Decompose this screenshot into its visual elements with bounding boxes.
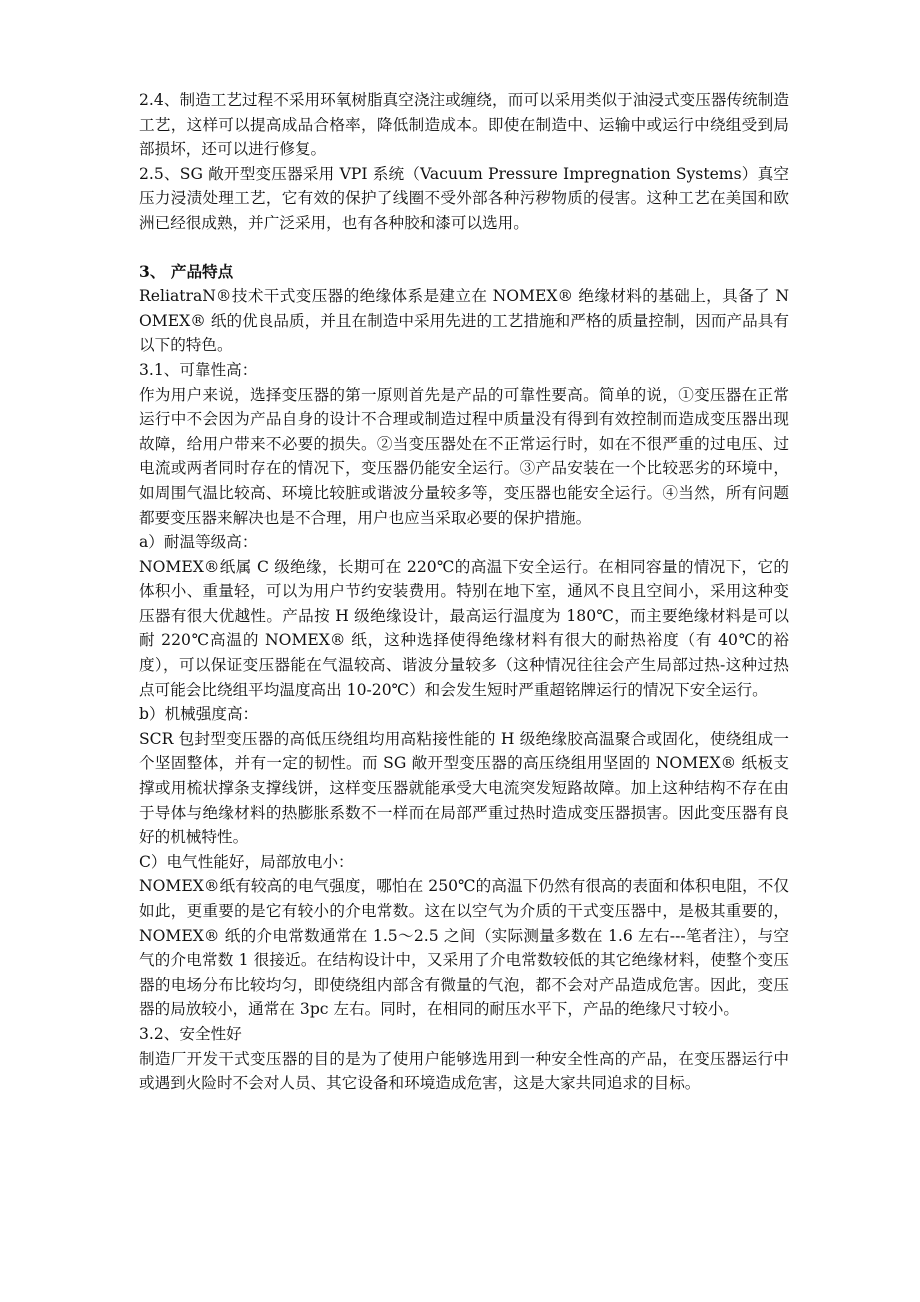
paragraph-2-4: 2.4、制造工艺过程不采用环氧树脂真空浇注或缠绕，而可以采用类似于油浸式变压器传统制造工艺，这样可以提高成品合格率，降低制造成本。即使在制造中、运输中或运行中绕组受到局部损坏，还可以进行修复。 [139,91,789,159]
paragraph-electrical: NOMEX®纸有较高的电气强度，哪怕在 250℃的高温下仍然有很高的表面和体积电阻，不仅如此，更重要的是它有较小的介电常数。这在以空气为介质的干式变压器中，是极其重要的，NOMEX® 纸的介电常数通常在 1.5～2.5 之间（实际测量多数在 1.6 左右---笔者注），与空气的介电常数 1 很接近。在结构设计中，又采用了介电常数较低的其它绝缘材料，使整个变压器的电场分布比较均匀，即使绕组内部含有微量的气泡，都不会对产品造成危害。因此，变压器的局放较小，通常在 3pc 左右。同时，在相同的耐压水平下，产品的绝缘尺寸较小。 [139,877,789,1019]
subheading-a: a）耐温等级高： [139,533,258,552]
paragraph-reliability: 作为用户来说，选择变压器的第一原则首先是产品的可靠性要高。简单的说，①变压器在正常运行中不会因为产品自身的设计不合理或制造过程中质量没有得到有效控制而造成变压器出现故障，给用户带来不必要的损失。②当变压器处在不正常运行时，如在不很严重的过电压、过电流或两者同时存在的情况下，变压器仍能安全运行。③产品安装在一个比较恶劣的环境中，如周围气温比较高、环境比较脏或谐波分量较多等，变压器也能安全运行。④当然，所有问题都要变压器来解决也是不合理，用户也应当采取必要的保护措施。 [139,385,789,527]
paragraph-2-5: 2.5、SG 敞开型变压器采用 VPI 系统（Vacuum Pressure Impregnation Systems）真空压力浸渍处理工艺，它有效的保护了线圈不受外部各种污秽物质的侵害。这种工艺在美国和欧洲已经很成熟，并广泛采用，也有各种胶和漆可以选用。 [139,164,789,232]
subheading-c: C）电气性能好，局部放电小： [139,852,354,871]
document-page [139,88,789,1096]
subheading-3-1: 3.1、可靠性高： [139,360,258,379]
paragraph-mechanical: SCR 包封型变压器的高低压绕组均用高粘接性能的 H 级绝缘胶高温聚合或固化，使绕组成一个坚固整体，并有一定的韧性。而 SG 敞开型变压器的高压绕组用坚固的 NOMEX® 纸板支撑或用梳状撑条支撑线饼，这样变压器就能承受大电流突发短路故障。加上这种结构不存在由于导体与绝缘材料的热膨胀系数不一样而在局部严重过热时造成变压器损害。因此变压器有良好的机械特性。 [139,729,789,847]
subheading-b: b）机械强度高： [139,705,259,724]
paragraph-temperature: NOMEX®纸属 C 级绝缘，长期可在 220℃的高温下安全运行。在相同容量的情况下，它的体积小、重量轻，可以为用户节约安装费用。特别在地下室，通风不良且空间小，采用这种变压器有很大优越性。产品按 H 级绝缘设计，最高运行温度为 180℃，而主要绝缘材料是可以耐 220℃高温的 NOMEX® 纸，这种选择使得绝缘材料有很大的耐热裕度（有 40℃的裕度），可以保证变压器能在气温较高、谐波分量较多（这种情况往往会产生局部过热-这种过热点可能会比绕组平均温度高出 10-20℃）和会发生短时严重超铭牌运行的情况下安全运行。 [139,557,789,699]
paragraph-safety: 制造厂开发干式变压器的目的是为了使用户能够选用到一种安全性高的产品，在变压器运行中或遇到火险时不会对人员、其它设备和环境造成危害，这是大家共同追求的目标。 [139,1049,789,1093]
paragraph-intro: ReliatraN®技术干式变压器的绝缘体系是建立在 NOMEX® 绝缘材料的基础上，具备了 NOMEX® 纸的优良品质，并且在制造中采用先进的工艺措施和严格的质量控制，因而产品具有以下的特色。 [139,287,789,355]
subheading-3-2: 3.2、安全性好 [139,1024,242,1043]
section-heading-3: 3、 产品特点 [139,261,234,281]
